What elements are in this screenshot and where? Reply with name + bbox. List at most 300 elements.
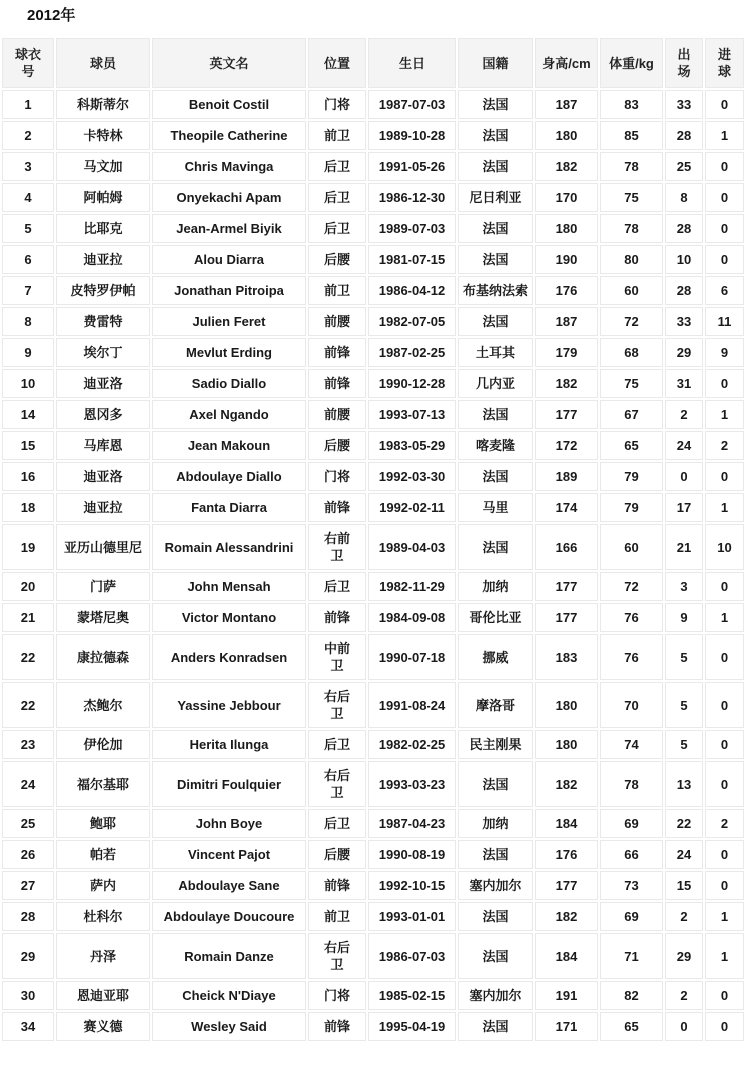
table-cell: 18	[2, 493, 54, 522]
table-cell: 2	[2, 121, 54, 150]
table-cell: Onyekachi Apam	[152, 183, 306, 212]
table-cell: 法国	[458, 933, 533, 979]
table-cell: 挪威	[458, 634, 533, 680]
table-cell: 180	[535, 121, 598, 150]
table-cell: 1982-02-25	[368, 730, 456, 759]
table-cell: 71	[600, 933, 663, 979]
table-cell: 180	[535, 682, 598, 728]
table-cell: 65	[600, 431, 663, 460]
table-cell: 尼日利亚	[458, 183, 533, 212]
table-cell: 176	[535, 276, 598, 305]
table-cell: 0	[705, 462, 744, 491]
table-cell: Herita Ilunga	[152, 730, 306, 759]
table-cell: 21	[2, 603, 54, 632]
table-cell: 0	[705, 572, 744, 601]
table-cell: 187	[535, 90, 598, 119]
table-cell: 28	[2, 902, 54, 931]
table-cell: Abdoulaye Doucoure	[152, 902, 306, 931]
table-cell: 法国	[458, 307, 533, 336]
table-cell: 法国	[458, 121, 533, 150]
table-cell: 几内亚	[458, 369, 533, 398]
table-body	[2, 90, 744, 1041]
table-cell: 1	[705, 933, 744, 979]
table-cell: 杰鲍尔	[56, 682, 150, 728]
table-cell: 24	[2, 761, 54, 807]
table-cell: 土耳其	[458, 338, 533, 367]
table-cell: 74	[600, 730, 663, 759]
table-cell: 马文加	[56, 152, 150, 181]
table-cell: Sadio Diallo	[152, 369, 306, 398]
table-cell: 前锋	[308, 369, 366, 398]
table-cell: 前腰	[308, 400, 366, 429]
table-cell: 1	[705, 400, 744, 429]
table-cell: 前锋	[308, 603, 366, 632]
table-cell: 加纳	[458, 572, 533, 601]
table-cell: 82	[600, 981, 663, 1010]
table-cell: 73	[600, 871, 663, 900]
table-cell: 5	[665, 730, 703, 759]
table-cell: 172	[535, 431, 598, 460]
table-cell: 15	[2, 431, 54, 460]
table-cell: 16	[2, 462, 54, 491]
table-row	[2, 121, 744, 150]
table-cell: 法国	[458, 524, 533, 570]
table-cell: Cheick N'Diaye	[152, 981, 306, 1010]
table-cell: 1993-07-13	[368, 400, 456, 429]
table-cell: 0	[705, 90, 744, 119]
table-cell: 恩迪亚耶	[56, 981, 150, 1010]
table-cell: 丹泽	[56, 933, 150, 979]
table-cell: Mevlut Erding	[152, 338, 306, 367]
table-cell: 67	[600, 400, 663, 429]
table-cell: 0	[705, 152, 744, 181]
table-cell: 1990-07-18	[368, 634, 456, 680]
table-cell: Chris Mavinga	[152, 152, 306, 181]
table-cell: 加纳	[458, 809, 533, 838]
table-cell: 法国	[458, 90, 533, 119]
table-cell: Abdoulaye Diallo	[152, 462, 306, 491]
table-cell: 2	[665, 400, 703, 429]
table-cell: 80	[600, 245, 663, 274]
table-cell: 180	[535, 730, 598, 759]
table-cell: 马里	[458, 493, 533, 522]
table-cell: 1	[705, 121, 744, 150]
table-cell: 法国	[458, 1012, 533, 1041]
table-cell: 埃尔丁	[56, 338, 150, 367]
table-cell: 右后卫	[308, 682, 366, 728]
table-cell: 3	[2, 152, 54, 181]
table-cell: 门将	[308, 981, 366, 1010]
table-cell: 183	[535, 634, 598, 680]
table-cell: Romain Danze	[152, 933, 306, 979]
table-cell: 恩冈多	[56, 400, 150, 429]
table-cell: 190	[535, 245, 598, 274]
table-cell: 177	[535, 572, 598, 601]
table-cell: 喀麦隆	[458, 431, 533, 460]
table-cell: 171	[535, 1012, 598, 1041]
table-cell: 后腰	[308, 245, 366, 274]
table-cell: 0	[705, 730, 744, 759]
table-cell: 1984-09-08	[368, 603, 456, 632]
table-cell: 31	[665, 369, 703, 398]
table-cell: 75	[600, 369, 663, 398]
table-cell: 21	[665, 524, 703, 570]
table-cell: 摩洛哥	[458, 682, 533, 728]
table-cell: 19	[2, 524, 54, 570]
table-cell: 29	[665, 338, 703, 367]
table-cell: 79	[600, 493, 663, 522]
table-cell: 27	[2, 871, 54, 900]
table-cell: 前卫	[308, 121, 366, 150]
table-cell: 0	[705, 871, 744, 900]
table-cell: 1989-10-28	[368, 121, 456, 150]
table-cell: 78	[600, 152, 663, 181]
table-row	[2, 1012, 744, 1041]
table-cell: 11	[705, 307, 744, 336]
table-cell: 1993-01-01	[368, 902, 456, 931]
table-cell: 蒙塔尼奥	[56, 603, 150, 632]
table-cell: 前卫	[308, 276, 366, 305]
table-cell: 后卫	[308, 730, 366, 759]
table-row	[2, 214, 744, 243]
table-cell: 法国	[458, 214, 533, 243]
table-cell: 72	[600, 307, 663, 336]
table-cell: 28	[665, 121, 703, 150]
table-cell: 30	[2, 981, 54, 1010]
table-cell: 后卫	[308, 214, 366, 243]
table-cell: 后腰	[308, 840, 366, 869]
table-cell: 后腰	[308, 431, 366, 460]
table-cell: 萨内	[56, 871, 150, 900]
table-cell: 72	[600, 572, 663, 601]
column-header: 位置	[308, 38, 366, 88]
table-cell: Jean-Armel Biyik	[152, 214, 306, 243]
table-cell: 1992-10-15	[368, 871, 456, 900]
table-cell: 迪亚拉	[56, 493, 150, 522]
table-cell: Abdoulaye Sane	[152, 871, 306, 900]
table-cell: 1	[705, 493, 744, 522]
table-cell: 迪亚拉	[56, 245, 150, 274]
table-cell: 65	[600, 1012, 663, 1041]
table-cell: 科斯蒂尔	[56, 90, 150, 119]
table-cell: 前锋	[308, 1012, 366, 1041]
page-title: 2012年	[27, 7, 76, 24]
table-cell: 15	[665, 871, 703, 900]
table-cell: 法国	[458, 462, 533, 491]
table-cell: 24	[665, 840, 703, 869]
table-cell: 189	[535, 462, 598, 491]
table-cell: 60	[600, 276, 663, 305]
table-cell: Romain Alessandrini	[152, 524, 306, 570]
table-cell: 0	[665, 1012, 703, 1041]
table-row	[2, 462, 744, 491]
table-cell: 68	[600, 338, 663, 367]
table-cell: 1987-04-23	[368, 809, 456, 838]
table-cell: 85	[600, 121, 663, 150]
table-cell: 1985-02-15	[368, 981, 456, 1010]
table-cell: 1983-05-29	[368, 431, 456, 460]
table-cell: 迪亚洛	[56, 462, 150, 491]
table-cell: 塞内加尔	[458, 981, 533, 1010]
table-cell: 177	[535, 603, 598, 632]
table-cell: 79	[600, 462, 663, 491]
table-cell: 176	[535, 840, 598, 869]
table-cell: 13	[665, 761, 703, 807]
table-cell: Wesley Said	[152, 1012, 306, 1041]
table-cell: 0	[705, 183, 744, 212]
table-cell: 2	[665, 981, 703, 1010]
table-row	[2, 152, 744, 181]
table-cell: 康拉德森	[56, 634, 150, 680]
table-cell: Alou Diarra	[152, 245, 306, 274]
table-cell: 0	[705, 1012, 744, 1041]
table-cell: 1987-07-03	[368, 90, 456, 119]
table-cell: 右后卫	[308, 933, 366, 979]
table-cell: 塞内加尔	[458, 871, 533, 900]
table-cell: 5	[665, 634, 703, 680]
table-cell: 66	[600, 840, 663, 869]
table-cell: 0	[705, 682, 744, 728]
table-cell: 166	[535, 524, 598, 570]
table-cell: Anders Konradsen	[152, 634, 306, 680]
table-cell: 赛义德	[56, 1012, 150, 1041]
table-cell: Dimitri Foulquier	[152, 761, 306, 807]
table-cell: 5	[665, 682, 703, 728]
table-cell: 0	[705, 214, 744, 243]
table-row	[2, 369, 744, 398]
table-cell: 1981-07-15	[368, 245, 456, 274]
table-cell: 前锋	[308, 871, 366, 900]
table-cell: 26	[2, 840, 54, 869]
table-cell: 1986-07-03	[368, 933, 456, 979]
table-cell: 180	[535, 214, 598, 243]
table-row	[2, 400, 744, 429]
table-cell: 1987-02-25	[368, 338, 456, 367]
table-cell: 22	[2, 634, 54, 680]
table-cell: 0	[705, 761, 744, 807]
table-cell: 后卫	[308, 572, 366, 601]
table-row	[2, 871, 744, 900]
table-cell: 前锋	[308, 493, 366, 522]
table-cell: 法国	[458, 152, 533, 181]
table-cell: 1	[705, 902, 744, 931]
table-cell: 83	[600, 90, 663, 119]
table-cell: 184	[535, 809, 598, 838]
table-row	[2, 603, 744, 632]
table-row	[2, 933, 744, 979]
table-cell: 60	[600, 524, 663, 570]
table-cell: 177	[535, 871, 598, 900]
table-cell: 法国	[458, 840, 533, 869]
table-cell: Fanta Diarra	[152, 493, 306, 522]
table-cell: Victor Montano	[152, 603, 306, 632]
column-header: 体重/kg	[600, 38, 663, 88]
table-row	[2, 276, 744, 305]
table-cell: 杜科尔	[56, 902, 150, 931]
table-cell: 0	[705, 245, 744, 274]
table-cell: 182	[535, 152, 598, 181]
table-cell: 中前卫	[308, 634, 366, 680]
table-cell: 1986-04-12	[368, 276, 456, 305]
table-cell: 182	[535, 761, 598, 807]
table-cell: 3	[665, 572, 703, 601]
column-header: 英文名	[152, 38, 306, 88]
table-cell: 25	[2, 809, 54, 838]
table-cell: 9	[2, 338, 54, 367]
table-cell: 1989-07-03	[368, 214, 456, 243]
table-header	[2, 38, 744, 88]
table-cell: 2	[705, 809, 744, 838]
table-cell: 182	[535, 369, 598, 398]
table-cell: 1986-12-30	[368, 183, 456, 212]
table-cell: 后卫	[308, 183, 366, 212]
table-cell: 177	[535, 400, 598, 429]
table-cell: 亚历山德里尼	[56, 524, 150, 570]
table-cell: 前卫	[308, 902, 366, 931]
table-cell: John Mensah	[152, 572, 306, 601]
table-row	[2, 431, 744, 460]
table-cell: 后卫	[308, 809, 366, 838]
table-cell: 后卫	[308, 152, 366, 181]
table-cell: 75	[600, 183, 663, 212]
table-cell: 法国	[458, 902, 533, 931]
table-cell: 78	[600, 761, 663, 807]
table-row	[2, 524, 744, 570]
table-cell: 34	[2, 1012, 54, 1041]
table-cell: 卡特林	[56, 121, 150, 150]
table-row	[2, 183, 744, 212]
table-cell: 1982-07-05	[368, 307, 456, 336]
table-cell: 1991-05-26	[368, 152, 456, 181]
table-row	[2, 90, 744, 119]
table-cell: 伊伦加	[56, 730, 150, 759]
table-cell: 76	[600, 634, 663, 680]
table-row	[2, 493, 744, 522]
table-cell: 门将	[308, 462, 366, 491]
table-cell: 0	[705, 369, 744, 398]
table-cell: 0	[705, 981, 744, 1010]
table-cell: 右后卫	[308, 761, 366, 807]
table-row	[2, 902, 744, 931]
table-cell: 6	[2, 245, 54, 274]
table-cell: 7	[2, 276, 54, 305]
table-cell: 14	[2, 400, 54, 429]
table-cell: 2	[705, 431, 744, 460]
table-cell: 鲍耶	[56, 809, 150, 838]
column-header: 进球	[705, 38, 744, 88]
table-row	[2, 572, 744, 601]
table-cell: Vincent Pajot	[152, 840, 306, 869]
table-cell: 阿帕姆	[56, 183, 150, 212]
table-row	[2, 245, 744, 274]
table-cell: 0	[705, 634, 744, 680]
table-cell: John Boye	[152, 809, 306, 838]
table-cell: Axel Ngando	[152, 400, 306, 429]
table-cell: 1992-02-11	[368, 493, 456, 522]
table-cell: 10	[665, 245, 703, 274]
table-row	[2, 338, 744, 367]
table-cell: 1990-08-19	[368, 840, 456, 869]
table-cell: 33	[665, 90, 703, 119]
table-cell: 20	[2, 572, 54, 601]
table-cell: 76	[600, 603, 663, 632]
table-cell: 17	[665, 493, 703, 522]
table-row	[2, 840, 744, 869]
table-cell: 门将	[308, 90, 366, 119]
table-cell: 182	[535, 902, 598, 931]
table-cell: 法国	[458, 761, 533, 807]
player-table	[0, 36, 746, 1043]
table-cell: 法国	[458, 400, 533, 429]
table-cell: 10	[2, 369, 54, 398]
table-cell: 29	[2, 933, 54, 979]
table-cell: 迪亚洛	[56, 369, 150, 398]
table-cell: Theopile Catherine	[152, 121, 306, 150]
table-cell: 170	[535, 183, 598, 212]
table-cell: 比耶克	[56, 214, 150, 243]
table-cell: 前锋	[308, 338, 366, 367]
table-cell: 8	[665, 183, 703, 212]
table-cell: 民主刚果	[458, 730, 533, 759]
header-row	[2, 38, 744, 88]
table-cell: 9	[705, 338, 744, 367]
table-cell: 22	[665, 809, 703, 838]
column-header: 生日	[368, 38, 456, 88]
table-row	[2, 761, 744, 807]
table-cell: 1982-11-29	[368, 572, 456, 601]
table-cell: 70	[600, 682, 663, 728]
table-cell: 1989-04-03	[368, 524, 456, 570]
table-cell: 1990-12-28	[368, 369, 456, 398]
table-cell: Julien Feret	[152, 307, 306, 336]
table-cell: 69	[600, 902, 663, 931]
table-cell: 1	[705, 603, 744, 632]
table-cell: Yassine Jebbour	[152, 682, 306, 728]
table-cell: Jonathan Pitroipa	[152, 276, 306, 305]
table-row	[2, 682, 744, 728]
table-cell: 0	[705, 840, 744, 869]
table-cell: 2	[665, 902, 703, 931]
table-cell: 哥伦比亚	[458, 603, 533, 632]
column-header: 身高/cm	[535, 38, 598, 88]
column-header: 球员	[56, 38, 150, 88]
table-cell: 门萨	[56, 572, 150, 601]
column-header: 国籍	[458, 38, 533, 88]
table-cell: 1993-03-23	[368, 761, 456, 807]
table-cell: 帕若	[56, 840, 150, 869]
table-cell: 0	[665, 462, 703, 491]
table-cell: 6	[705, 276, 744, 305]
table-row	[2, 981, 744, 1010]
table-cell: 23	[2, 730, 54, 759]
table-row	[2, 809, 744, 838]
table-cell: 1991-08-24	[368, 682, 456, 728]
table-cell: 78	[600, 214, 663, 243]
column-header: 出场	[665, 38, 703, 88]
table-row	[2, 634, 744, 680]
table-cell: 24	[665, 431, 703, 460]
table-cell: 28	[665, 276, 703, 305]
table-cell: 25	[665, 152, 703, 181]
table-cell: 187	[535, 307, 598, 336]
table-cell: 191	[535, 981, 598, 1010]
table-cell: 33	[665, 307, 703, 336]
table-cell: 皮特罗伊帕	[56, 276, 150, 305]
table-cell: 1992-03-30	[368, 462, 456, 491]
table-cell: 184	[535, 933, 598, 979]
table-cell: 69	[600, 809, 663, 838]
table-cell: 右前卫	[308, 524, 366, 570]
